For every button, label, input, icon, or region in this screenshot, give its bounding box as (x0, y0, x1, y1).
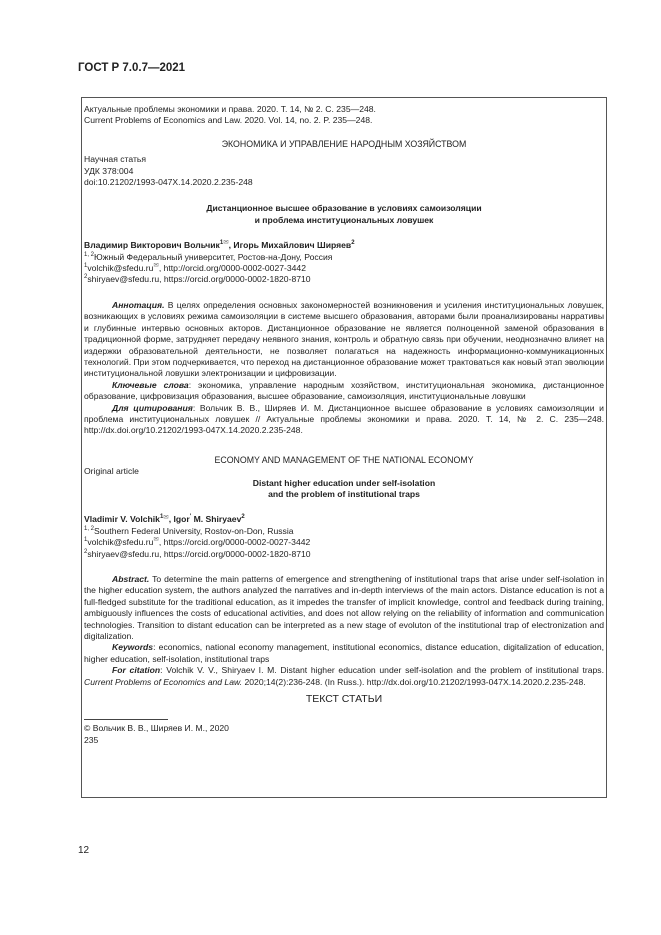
email1-ru: $^1$volchik@sfedu.ru✉, http://orcid.org/0000-0002-0027-3442 (84, 262, 306, 274)
affiliation-en: $^{1, 2}$Southern Federal University, Rostov-on-Don, Russia (84, 525, 294, 536)
author2-en: M. Shiryaev (191, 514, 242, 525)
article-front-matter (84, 104, 604, 746)
journal-ru: Актуальные проблемы экономики и права. 2020. Т. 14, № 2. С. 235—248. (84, 104, 376, 114)
doi: doi:10.21202/1993-047X.14.2020.2.235-248 (84, 177, 253, 188)
citation-ru: Для цитирования: Вольчик В. В., Ширяев И. М. Дистанционное высшее образование в условиях самоизоляции и проблема институциональных ловушек // Актуальные проблемы экономики и права. 2020. Т. 14, № 2. С. 235—248. http://dx.doi.org/10.21202/1993-047X.14.2020.2.235-248. (84, 402, 604, 436)
email2-ru: $^2$shiryaev@sfedu.ru, https://orcid.org/0000-0002-1820-8710 (84, 274, 311, 285)
abstract-en: Abstract. To determine the main patterns of emergence and strengthening of institutional traps that arise under self-isolation in the higher education system, the authors analyzed the narratives and in-depth interviews of the main actors. Distance education is not a full-fledged substitute for the traditional education, as it impedes the transfer of implicit knowledge, control and feedback during training, ambiguously influences the costs of educational activities, and does not allow relying on the reliability of information and communication technologies. Transition to distant education can be interpreted as a new stage of evoluton of the institutional trap of electronization and digitalization. (84, 574, 604, 642)
author1-en: Vladimir V. Volchik (84, 514, 160, 525)
title-ru-line2: и проблема институциональных ловушек (254, 214, 434, 225)
standard-header: ГОСТ Р 7.0.7—2021 (78, 62, 186, 74)
page-number: 12 (78, 845, 90, 856)
title-en-line1: Distant higher education under self-isolation (252, 477, 436, 488)
udc: УДК 378:004 (84, 165, 134, 176)
body-heading: ТЕКСТ СТАТЬИ (305, 693, 383, 706)
footnote-rule (84, 719, 168, 720)
email2-en: $^2$shiryaev@sfedu.ru, https://orcid.org/0000-0002-1820-8710 (84, 548, 311, 559)
author2-ru: Игорь Михайлович Ширяев (233, 240, 352, 251)
keywords-ru: Ключевые слова: экономика, управление народным хозяйством, институциональная экономика, дистанционное образование, цифровизация образования, высшее образование, самоизоляция, институциональные ловушки (84, 379, 604, 402)
email-link[interactable]: volchik@sfedu.ru (87, 537, 154, 548)
keywords-en: Keywords: economics, national economy management, institutional economics, distance education, digitalization of education, higher education, self-isolation, institutional traps (84, 642, 604, 664)
copyright: © Вольчик В. В., Ширяев И. М., 2020 (84, 723, 229, 734)
email1-en: $^1$volchik@sfedu.ru✉, https://orcid.org/0000-0002-0027-3442 (84, 536, 311, 548)
rubric-en: ECONOMY AND MANAGEMENT OF THE NATIONAL ECONOMY (214, 454, 474, 465)
journal-page: 235 (84, 734, 99, 745)
authors-ru: Владимир Викторович Вольчик$^1$✉, Игорь Михайлович Ширяев$^2$ (84, 239, 355, 251)
authors-en: Vladimir V. Volchik$^1$✉, Igor' M. Shiryaev$^2$ (84, 513, 245, 525)
title-ru-line1: Дистанционное высшее образование в условиях самоизоляции (206, 203, 482, 214)
citation-en: For citation: Volchik V. V., Shiryaev I. M. Distant higher education under self-isolation and the problem of institutional traps. Current Problems of Economics and Law. 2020;14(2):236-248. (In Russ.). http://dx.doi.org/10.21202/1993-047X.14.2020.2.235-248. (84, 665, 604, 687)
author1-ru: Владимир Викторович Вольчик (84, 240, 220, 251)
article-type-en: Original article (84, 466, 139, 477)
affiliation-ru: $^{1, 2}$Южный Федеральный университет, Ростов-на-Дону, Россия (84, 251, 333, 262)
title-en-line2: and the problem of institutional traps (268, 488, 420, 499)
email-link[interactable]: volchik@sfedu.ru (87, 263, 154, 274)
article-type-ru: Научная статья (84, 154, 147, 165)
journal-en: Current Problems of Economics and Law. 2020. Vol. 14, no. 2. P. 235—248. (84, 115, 373, 126)
abstract-ru: Аннотация. В целях определения основных закономерностей возникновения и усиления институциональных ловушек, возникающих в условиях режима самоизоляции в системе высшего образования, авторами были проанализированы нарративы и глубинные интервью основных акторов. Дистанционное образование не является полноценной заменой образования в традиционной форме, затрудняет передачу неявного знания, контроль и обратную связь при обучении, неоднозначно влияет на издержки образовательной деятельности, не позволяет полагаться на надежность информационно-коммуникационных технологий. При этом подчеркивается, что переход на дистанционное образование может трактоваться как новый этап эволюции институциональной ловушки электронизации и цифровизации. (84, 299, 604, 379)
rubric-ru: ЭКОНОМИКА И УПРАВЛЕНИЕ НАРОДНЫМ ХОЗЯЙСТВОМ (221, 138, 467, 149)
